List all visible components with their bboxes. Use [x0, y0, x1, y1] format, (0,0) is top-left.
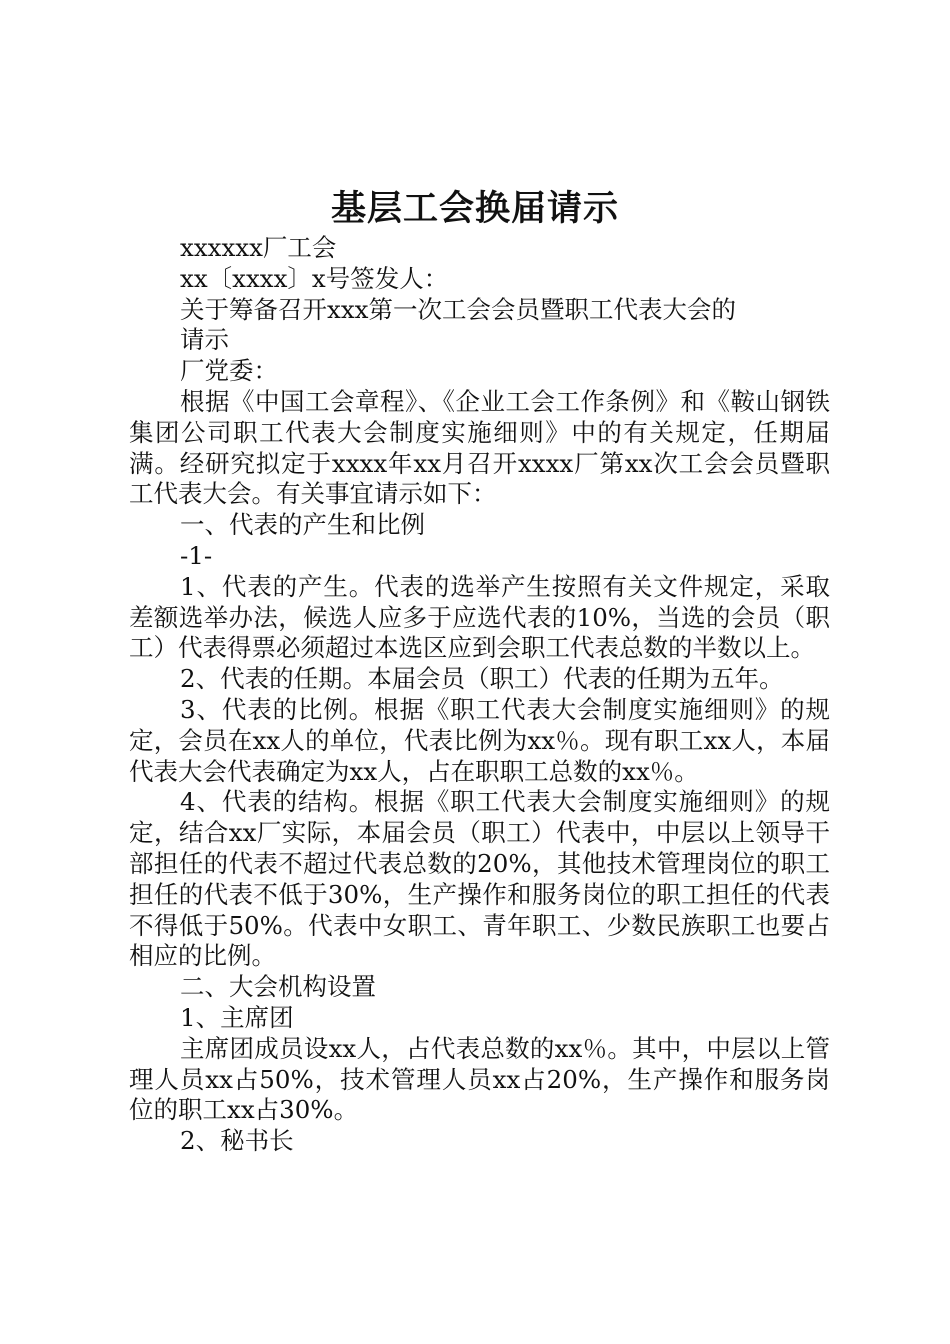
page-number: -1-	[180, 540, 213, 570]
paragraph-item-4: 4、代表的结构。根据《职工代表大会制度实施细则》的规定，结合xx厂实际，本届会员（职工）代表中，中层以上领导干部担任的代表不超过代表总数的20%，其他技术管理岗位的职工担任的代表不低于30%，生产操作和服务岗位的职工担任的代表不得低于50%。代表中女职工、青年职工、少数民族职工也要占相应的比例。	[129, 787, 830, 971]
presidium-paragraph: 主席团成员设xx人，占代表总数的xx％。其中，中层以上管理人员xx占50%，技术管理人员xx占20%，生产操作和服务岗位的职工xx占30%。	[129, 1033, 830, 1125]
document-number-line: xx〔xxxx〕x号签发人：	[180, 263, 449, 293]
document-body	[129, 233, 830, 1157]
paragraph-item-3: 3、代表的比例。根据《职工代表大会制度实施细则》的规定，会员在xx人的单位，代表比例为xx％。现有职工xx人，本届代表大会代表确定为xx人，占在职职工总数的xx％。	[129, 694, 830, 786]
sender-line: xxxxxx厂工会	[180, 233, 337, 262]
document-title: 基层工会换届请示	[330, 188, 619, 229]
paragraph-item-2: 2、代表的任期。本届会员（职工）代表的任期为五年。	[180, 664, 784, 694]
section-heading-1: 一、代表的产生和比例	[180, 510, 425, 540]
subject-line-continued: 请示	[180, 325, 229, 355]
intro-paragraph: 根据《中国工会章程》、《企业工会工作条例》和《鞍山钢铁集团公司职工代表大会制度实施细则》中的有关规定，任期届满。经研究拟定于xxxx年xx月召开xxxx厂第xx次工会会员暨职工代表大会。有关事宜请示如下：	[129, 386, 830, 509]
paragraph-item-1: 1、代表的产生。代表的选举产生按照有关文件规定，采取差额选举办法，候选人应多于应选代表的10%，当选的会员（职工）代表得票必须超过本选区应到会职工代表总数的半数以上。	[129, 571, 830, 663]
section-heading-2: 二、大会机构设置	[180, 972, 376, 1002]
subject-line: 关于筹备召开xxx第一次工会会员暨职工代表大会的	[180, 294, 736, 324]
subheading-secretary-general: 2、秘书长	[180, 1126, 294, 1156]
subheading-presidium: 1、主席团	[180, 1002, 294, 1032]
recipient-line: 厂党委：	[180, 356, 278, 386]
